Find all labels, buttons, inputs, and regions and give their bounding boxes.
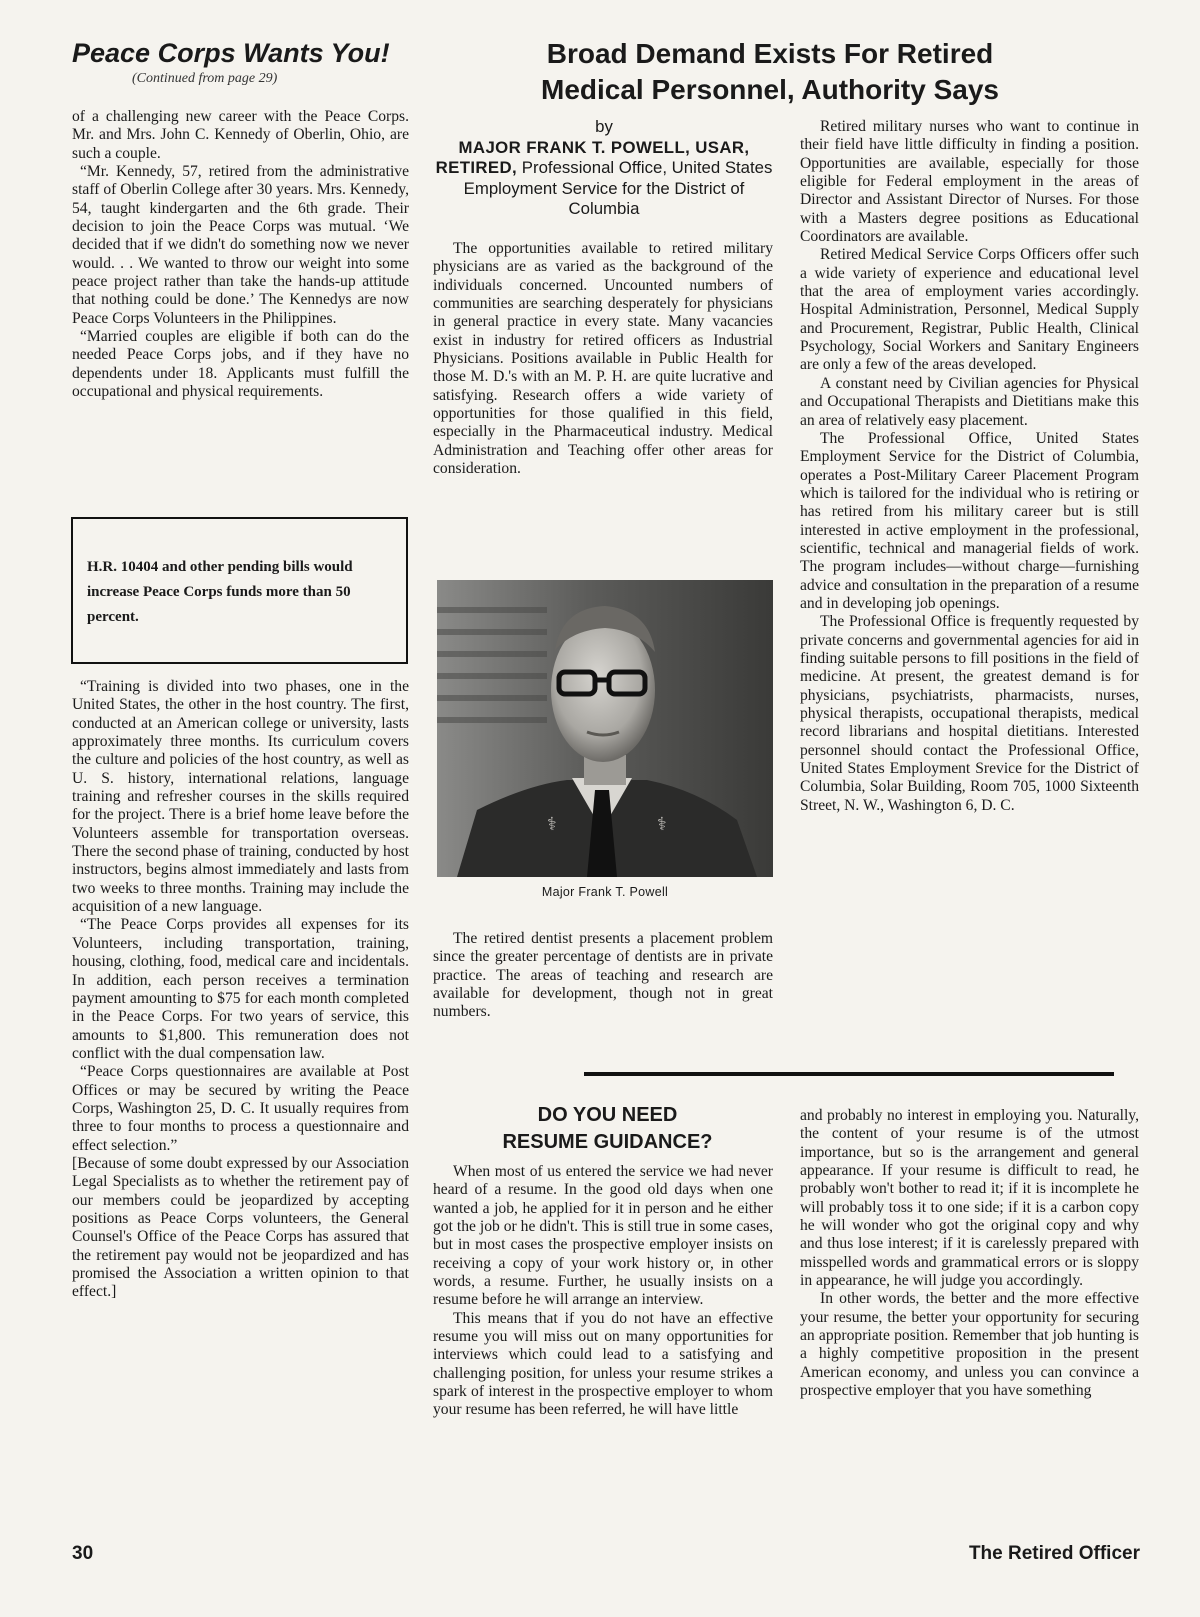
paragraph: The retired dentist presents a placement problem since the greater percentage of dentists are in private practice. The areas of teaching and research are available for development, though not in great numbers. bbox=[433, 930, 773, 1021]
svg-text:⚕: ⚕ bbox=[547, 814, 557, 835]
byline-by: by bbox=[595, 117, 613, 136]
publication-title: The Retired Officer bbox=[968, 1543, 1140, 1564]
left-column-top bbox=[72, 108, 409, 402]
middle-column-top bbox=[433, 240, 773, 478]
resume-middle-column bbox=[433, 1163, 773, 1420]
title-line: Medical Personnel, Authority Says bbox=[541, 74, 999, 105]
main-article-title bbox=[520, 36, 1020, 108]
byline-author: MAJOR FRANK T. POWELL, USAR, RETIRED, bbox=[435, 137, 750, 177]
paragraph: of a challenging new career with the Peace Corps. Mr. and Mrs. John C. Kennedy of Oberlin, Ohio, are such a couple. bbox=[72, 108, 409, 162]
paragraph: “Mr. Kennedy, 57, retired from the administrative staff of Oberlin College after 30 years. Mrs. Kennedy, 54, taught kindergarten and the 6th grade. Their decision to join the Peace Corps was mutual. ‘We decided that if we didn't do something now we never would. . . We wanted to throw our weight into some peace project rather than take the hands-up attitude that nothing could be done.’ The Kennedys are now Peace Corps Volunteers in the Philippines. bbox=[72, 163, 409, 327]
right-column-top bbox=[800, 118, 1139, 815]
section-divider bbox=[584, 1072, 1114, 1076]
paragraph: Retired Medical Service Corps Officers offer such a wide variety of experience and educational level that the area of employment varies accordingly. Hospital Administration, Personnel, Medical Supply and Procurement, Registrar, Public Health, Clinical Psychology, Social Workers and Sanitary Engineers are only a few of the areas developed. bbox=[800, 246, 1139, 374]
middle-column-bottom bbox=[433, 930, 773, 1022]
heading-line: DO YOU NEED bbox=[537, 1104, 678, 1126]
paragraph: The Professional Office is frequently requested by private concerns and governmental agencies for aid in finding suitable persons to fill positions in the field of medicine. At present, the greatest demand is for physicians, psychiatrists, pharmacists, nurses, physical therapists, occupational therapists, medical record librarians and hospital dietitians. Interested personnel should contact the Professional Office, United States Employment Srevice for the District of Columbia, Solar Building, Room 705, 1000 Sixteenth Street, N. W., Washington 6, D. C. bbox=[800, 613, 1139, 814]
callout-box bbox=[71, 517, 408, 664]
title-line: Broad Demand Exists For Retired bbox=[546, 38, 994, 69]
paragraph: The opportunities available to retired military physicians are as varied as the background of the individuals concerned. Uncounted numbers of communities are searching desperately for physicians in general practice in every state. Many vacancies exist in industry for retired officers as Industrial Physicians. Positions available in Public Health for those M. D.'s with an M. P. H. are quite lucrative and satisfying. Research offers a wide variety of opportunities for those qualified in this field, especially in the Pharmaceutical industry. Medical Administration and Teaching offer other areas for consideration. bbox=[433, 240, 773, 478]
author-photo bbox=[437, 580, 773, 877]
byline-role: Professional Office, United States Employment Service for the District of Columbia bbox=[463, 158, 773, 218]
paragraph: “The Peace Corps provides all expenses for its Volunteers, including transportation, training, housing, clothing, food, medical care and incidentals. In addition, each person receives a termination payment amounting to $75 for each month completed in the Peace Corps. For two years of service, this amounts to $1,800. This remuneration does not conflict with the dual compensation law. bbox=[72, 916, 409, 1062]
continued-note: (Continued from page 29) bbox=[132, 71, 278, 86]
paragraph: When most of us entered the service we had never heard of a resume. In the good old days when one wanted a job, he applied for it in person and he either got the job or he didn't. This is still true in some cases, but in most cases the prospective employer insists on receiving a copy of your work history or, in other words, a resume. Further, he usually insists on a resume before he will arrange an interview. bbox=[433, 1163, 773, 1309]
left-column-bottom bbox=[72, 678, 409, 1302]
paragraph: “Training is divided into two phases, one in the United States, the other in the host country. The first, conducted at an American college or university, lasts approximately three months. Its curriculum covers the culture and policies of the host country, as well as U. S. history, international relations, language training and refresher courses in the skills required for the project. There is a brief home leave before the Volunteers assemble for transportation overseas. There the second phase of training, conducted by host instructors, begins almost immediately and lasts from two weeks to three months. Training may include the acquisition of a new language. bbox=[72, 678, 409, 916]
byline bbox=[433, 117, 775, 220]
paragraph: A constant need by Civilian agencies for Physical and Occupational Therapists and Dietitians make this an area of relatively easy placement. bbox=[800, 374, 1139, 429]
left-article-title: Peace Corps Wants You! bbox=[72, 38, 390, 68]
callout-text: H.R. 10404 and other pending bills would increase Peace Corps funds more than 50 percent. bbox=[87, 559, 353, 625]
heading-line: RESUME GUIDANCE? bbox=[502, 1131, 713, 1153]
portrait-illustration bbox=[437, 580, 773, 877]
resume-right-column bbox=[800, 1107, 1139, 1401]
paragraph: “Married couples are eligible if both can do the needed Peace Corps jobs, and if they have no dependents under 18. Applicants must fulfill the occupational and physical requirements. bbox=[72, 328, 409, 401]
paragraph: Retired military nurses who want to continue in their field have little difficulty in finding a position. Opportunities are available, especially for those eligible for Federal employment in the areas of Director and Assistant Director of Nurses. For those with a Masters degree positions as Educational Coordinators are available. bbox=[800, 118, 1139, 246]
photo-caption: Major Frank T. Powell bbox=[541, 885, 669, 899]
paragraph: This means that if you do not have an effective resume you will miss out on many opportunities for interviews which could lead to a satisfying and challenging position, for unless your resume strikes a spark of interest in the prospective employer to whom your resume has been referred, he will have little bbox=[433, 1309, 773, 1419]
paragraph: “Peace Corps questionnaires are available at Post Offices or may be secured by writing the Peace Corps, Washington 25, D. C. It usually requires from three to four months to process a questionnaire and effect selection.” bbox=[72, 1063, 409, 1154]
resume-article-heading bbox=[440, 1102, 775, 1156]
svg-text:⚕: ⚕ bbox=[657, 814, 667, 835]
page-number: 30 bbox=[72, 1543, 94, 1564]
paragraph: The Professional Office, United States Employment Service for the District of Columbia, operates a Post-Military Career Placement Program which is tailored for the individual who is retiring or has retired from his military career but is still interested in active employment in the professional, scientific, technical and managerial fields of work. The program includes—without charge—furnishing advice and consultation in the preparation of a resume and in developing job openings. bbox=[800, 429, 1139, 612]
paragraph: In other words, the better and the more effective your resume, the better your opportunity for securing an appropriate position. Remember that job hunting is a highly competitive proposition in the present American economy, and unless you can convince a prospective employer that you have something bbox=[800, 1290, 1139, 1400]
paragraph: [Because of some doubt expressed by our Association Legal Specialists as to whether the retirement pay of our members could be jeopardized by accepting positions as Peace Corps volunteers, the General Counsel's Office of the Peace Corps has assured that the retirement pay would not be jeopardized and has promised the Association a written opinion to that effect.] bbox=[72, 1154, 409, 1301]
paragraph: and probably no interest in employing you. Naturally, the content of your resume is of the utmost importance, but so is the arrangement and general appearance. If your resume is difficult to read, he probably won't bother to read it; if it is incomplete he will probably toss it to one side; if it is a carbon copy he will wonder who got the original copy and why and thus lose interest; if it is carelessly prepared with misspelled words and grammatical errors or is sloppy in appearance, he will judge you accordingly. bbox=[800, 1107, 1139, 1290]
